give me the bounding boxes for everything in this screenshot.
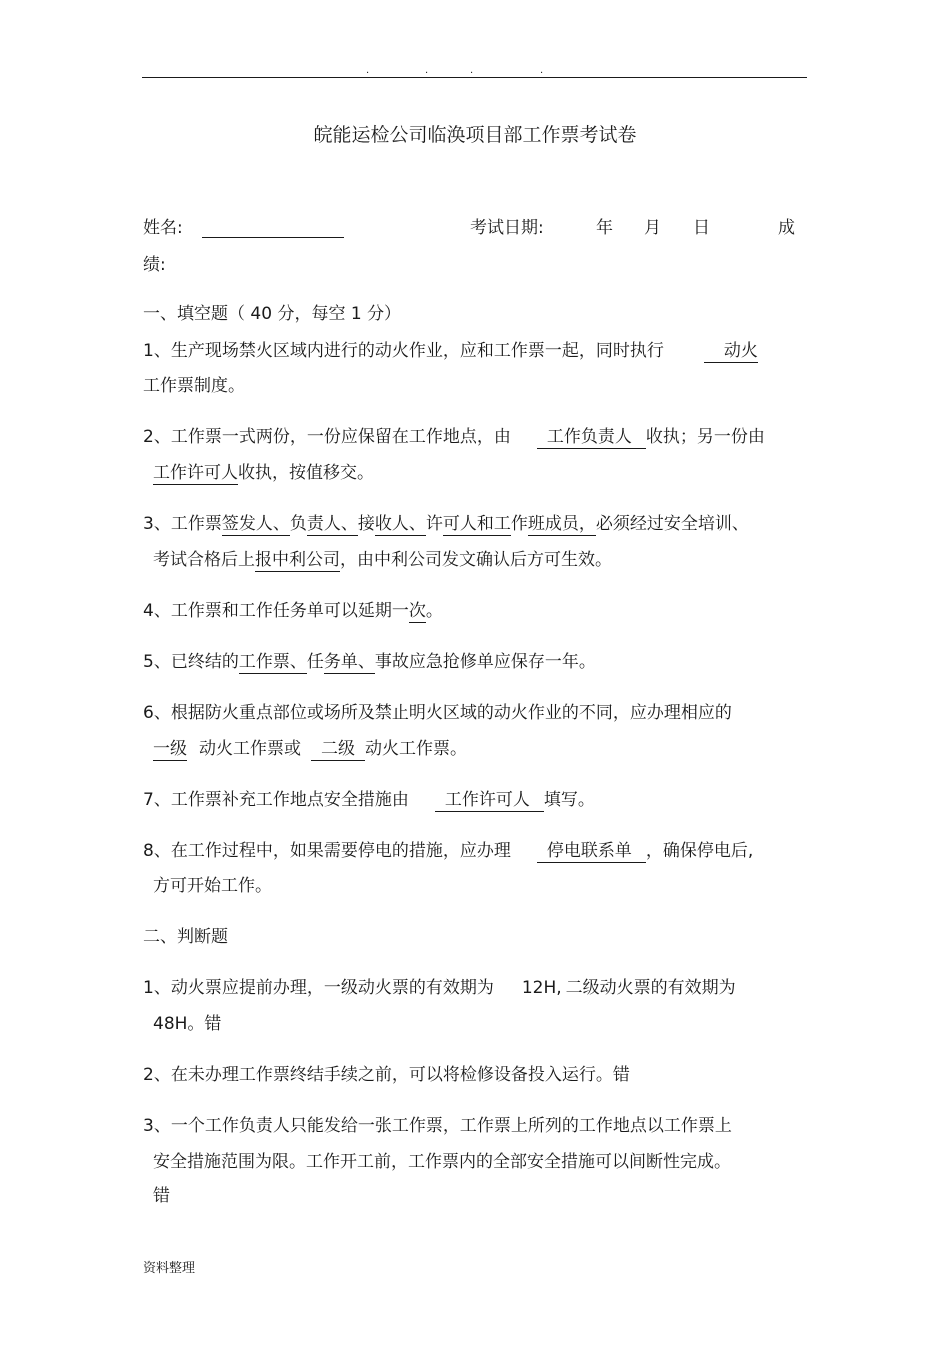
- judge-3-line1: 3、一个工作负责人只能发给一张工作票，工作票上所列的工作地点以工作票上: [143, 1116, 732, 1136]
- q-value: 12H,: [521, 978, 562, 998]
- question-6-line1: 6、根据防火重点部位或场所及禁止明火区域的动火作业的不同，应办理相应的: [143, 703, 732, 723]
- judge-3-line2: 安全措施范围为限。工作开工前，工作票内的全部安全措施可以间断性完成。: [153, 1152, 731, 1172]
- year-label: 年: [596, 218, 613, 238]
- month-label: 月: [644, 218, 661, 238]
- answer-blank: [537, 841, 646, 863]
- section-heading-judge: 二、判断题: [143, 927, 228, 947]
- answer-text: 动火: [723, 341, 758, 361]
- question-1-line2: 工作票制度。: [143, 376, 245, 396]
- q-text: 动火工作票或: [199, 739, 301, 759]
- answer-text: 务单、: [323, 652, 375, 672]
- answer-text: 错: [204, 1014, 222, 1034]
- q-text: 作: [510, 514, 528, 534]
- q-text: 8、在工作过程中，如果需要停电的措施，应办理: [143, 841, 511, 861]
- day-label: 日: [693, 218, 710, 238]
- q-text: 考试合格后上: [153, 550, 255, 570]
- judge-2: 2、在未办理工作票终结手续之前，可以将检修设备投入运行。错: [143, 1065, 630, 1085]
- q-text: 必须经过安全培训、: [595, 514, 749, 534]
- answer-text: 一级: [153, 739, 187, 759]
- score-label: 成: [778, 218, 795, 238]
- judge-1-line2: [153, 1012, 221, 1036]
- answer-text: 停电联系单: [546, 841, 632, 861]
- question-6-line2: [153, 737, 467, 761]
- question-4: [143, 599, 443, 623]
- q-text: 5、已终结的: [143, 652, 239, 672]
- q-text: 接: [357, 514, 375, 534]
- answer-text: 二级: [321, 739, 355, 759]
- answer-blank: [537, 427, 646, 449]
- q-text: 二级动火票的有效期为: [565, 978, 736, 998]
- q-text: 填写。: [543, 790, 595, 810]
- question-3-line1: [143, 512, 749, 536]
- q-text: ，由中利公司发文确认后方可生效。: [340, 550, 612, 570]
- header-rule: [142, 77, 807, 78]
- q-text: 动火工作票。: [365, 739, 467, 759]
- header-dot: .: [470, 65, 474, 76]
- answer-text: 签发人、: [221, 514, 290, 534]
- q-text: 许: [425, 514, 443, 534]
- q-text: 。: [425, 601, 443, 621]
- score-label-cont: 绩:: [143, 255, 166, 275]
- question-1-line1: [143, 339, 758, 363]
- answer-text: 工作票、: [238, 652, 307, 672]
- judge-1-line1: [143, 976, 736, 1000]
- answer-text: 班成员，: [527, 514, 596, 534]
- answer-text: 报中利公司: [255, 550, 340, 570]
- q-text: 任: [306, 652, 324, 672]
- answer-text: 工作负责人: [546, 427, 632, 447]
- judge-3-answer: 错: [153, 1186, 170, 1206]
- question-3-line2: [153, 548, 612, 572]
- answer-text: 责人、: [306, 514, 358, 534]
- q-text: 1、动火票应提前办理，一级动火票的有效期为: [143, 978, 494, 998]
- q-text: 负: [289, 514, 307, 534]
- section-heading-fill: 一、填空题（ 40 分，每空 1 分）: [143, 304, 402, 324]
- answer-text: 工作许可人: [153, 463, 238, 483]
- header-dot: .: [540, 65, 544, 76]
- question-8-line2: 方可开始工作。: [153, 876, 272, 896]
- q-text: ，确保停电后,: [645, 841, 754, 861]
- date-label: 考试日期:: [470, 218, 544, 238]
- answer-text: 次: [408, 601, 426, 621]
- header-dot: .: [425, 65, 429, 76]
- question-5: [143, 650, 596, 674]
- q-text: 2、工作票一式两份，一份应保留在工作地点，由: [143, 427, 511, 447]
- name-label: 姓名:: [143, 218, 183, 238]
- answer-blank: [435, 790, 544, 812]
- q-text: 事故应急抢修单应保存一年。: [374, 652, 596, 672]
- question-8-line1: [143, 839, 753, 863]
- name-blank: [202, 237, 344, 238]
- q-text: 3、工作票: [143, 514, 222, 534]
- q-text: 4、工作票和工作任务单可以延期一: [143, 601, 409, 621]
- answer-text: 工作许可人: [444, 790, 530, 810]
- answer-text: 收人、: [374, 514, 426, 534]
- q-text: 收执；另一份由: [645, 427, 765, 447]
- q-text: 1、生产现场禁火区域内进行的动火作业，应和工作票一起，同时执行: [143, 341, 664, 361]
- answer-blank: [311, 739, 365, 761]
- page-title: 皖能运检公司临涣项目部工作票考试卷: [313, 124, 637, 146]
- question-2-line1: [143, 425, 765, 449]
- q-value: 48H。: [153, 1014, 205, 1034]
- answer-text: 可人和工: [442, 514, 511, 534]
- q-text: 7、工作票补充工作地点安全措施由: [143, 790, 409, 810]
- question-2-line2: [153, 461, 374, 485]
- answer-blank: [704, 341, 758, 363]
- footer-text: 资料整理: [143, 1261, 196, 1276]
- q-text: 收执，按值移交。: [238, 463, 374, 483]
- header-dot: .: [366, 65, 370, 76]
- question-7: [143, 788, 595, 812]
